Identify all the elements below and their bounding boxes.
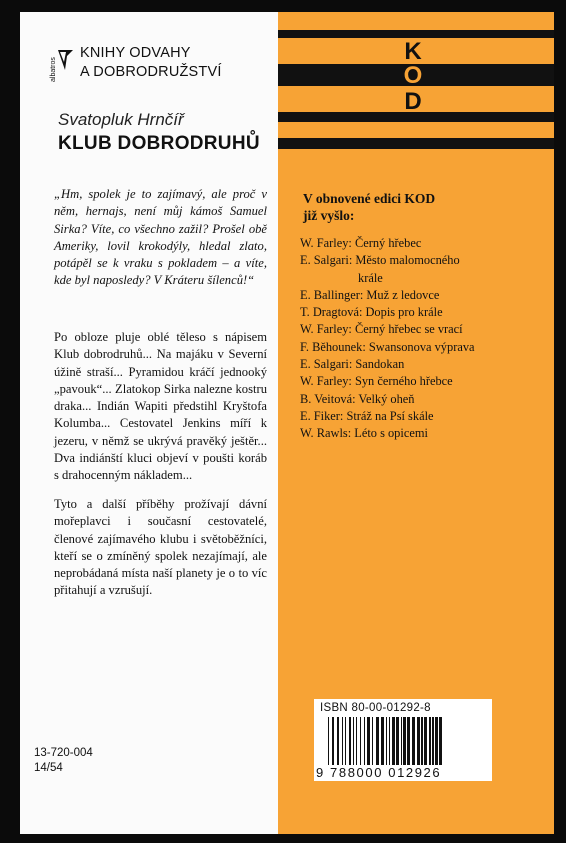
barcode-bar xyxy=(364,717,365,765)
barcode-bar xyxy=(432,717,434,765)
book-list-item: W. Rawls: Léto s opicemi xyxy=(300,426,428,441)
blurb-paragraph-3 xyxy=(54,496,267,600)
barcode-bar xyxy=(349,717,351,765)
catalog-code-2: 14/54 xyxy=(34,762,63,774)
barcode-bar xyxy=(386,717,387,765)
barcode xyxy=(314,699,492,781)
book-list-item: E. Fiker: Stráž na Psí skále xyxy=(300,408,434,423)
barcode-bar xyxy=(392,717,395,765)
catalog-codes xyxy=(34,746,93,776)
edition-heading-line-2: již vyšlo: xyxy=(303,208,355,223)
barcode-bar xyxy=(353,717,354,765)
author-name: Svatopluk Hrnčíř xyxy=(58,110,184,129)
white-panel xyxy=(20,12,278,834)
catalog-code-1: 13-720-004 xyxy=(34,747,93,759)
blurb-quote-text: „Hm, spolek je to zajímavý, ale proč v něm, hernajs, není můj kámoš Samuel Sirka? Víte, co všechno zažil? Prošel obě Ameriky, lovil krokodýly, hledal zlato, potápěl se k vraku s pokladem – a víte, kde byl naposledy? V Kráteru šílenců!“ xyxy=(54,187,267,288)
series-line-1: KNIHY ODVAHY xyxy=(80,45,191,61)
orange-panel xyxy=(278,12,554,834)
edition-book-list xyxy=(300,235,475,443)
barcode-bar xyxy=(401,717,402,765)
barcode-bar xyxy=(417,717,420,765)
book-back-cover xyxy=(20,12,554,834)
book-title: KLUB DOBRODRUHŮ xyxy=(58,133,260,154)
book-list-item: E. Salgari: Město malomocného xyxy=(300,253,460,268)
book-list-item: E. Salgari: Sandokan xyxy=(300,357,405,372)
barcode-bar xyxy=(337,717,339,765)
kod-letter-k: K xyxy=(404,38,422,65)
blurb-paragraph-2-text: Po obloze pluje oblé těleso s nápisem Klub dobrodruhů... Na majáku v Severní úžině straší... Pyramidou kráčí jednooký „pavouk“... Zlatokop Sirka nalezne kostru draka... Indián Wapiti předstihl Kryštofa Kolumba... Cestovatel Jenkins míří k jezeru, v němž se ukrývá pravěký ještěr... Dva indiánští kluci objeví v poušti koráb s drahocenným nákladem... xyxy=(54,330,267,483)
barcode-bar xyxy=(407,717,410,765)
barcode-bars xyxy=(326,717,486,765)
barcode-bar xyxy=(412,717,415,765)
stripe xyxy=(278,30,554,38)
blurb-paragraph-2 xyxy=(54,329,267,485)
barcode-bar xyxy=(372,717,373,765)
barcode-bar xyxy=(342,717,343,765)
kod-letter-o: O xyxy=(403,62,423,89)
barcode-bar xyxy=(328,717,329,765)
kod-letter-d: D xyxy=(404,88,422,115)
blurb-quote xyxy=(54,186,267,290)
barcode-bar xyxy=(435,717,438,765)
barcode-bar xyxy=(396,717,399,765)
barcode-bar xyxy=(345,717,346,765)
barcode-bar xyxy=(421,717,423,765)
book-list-item: E. Ballinger: Muž z ledovce xyxy=(300,287,440,302)
barcode-bar xyxy=(424,717,427,765)
barcode-bar xyxy=(439,717,442,765)
edition-heading-line-1: V obnovené edici KOD xyxy=(303,191,436,206)
barcode-bar xyxy=(429,717,431,765)
series-name xyxy=(80,44,222,82)
barcode-bar xyxy=(376,717,379,765)
series-line-2: A DOBRODRUŽSTVÍ xyxy=(80,64,222,80)
book-list-item-continuation: krále xyxy=(358,270,383,285)
barcode-bar xyxy=(367,717,370,765)
isbn-label: ISBN 80-00-01292-8 xyxy=(320,702,431,714)
blurb-paragraph-3-text: Tyto a další příběhy prožívají dávní mořeplavci i současní cestovatelé, členové zajímavého klubu i světoběžníci, kteří se o zmíněný spolek nezajímají, ale neprobádaná místa naší planety je o to víc přitahují a vzrušují. xyxy=(54,497,267,598)
book-list-item: W. Farley: Černý hřebec xyxy=(300,236,422,250)
stripe xyxy=(278,138,554,149)
barcode-bar xyxy=(356,717,357,765)
book-list-item: W. Farley: Černý hřebec se vrací xyxy=(300,322,463,337)
albatros-logo xyxy=(48,44,74,84)
edition-heading xyxy=(303,190,435,224)
book-list-item: W. Farley: Syn černého hřebce xyxy=(300,374,453,389)
book-list-item: B. Veitová: Velký oheň xyxy=(300,391,415,406)
book-list-item: F. Běhounek: Swansonova výprava xyxy=(300,339,475,354)
barcode-bar xyxy=(381,717,384,765)
barcode-bar xyxy=(389,717,390,765)
ean-digits: 9 788000 012926 xyxy=(316,765,442,780)
book-list-item: T. Dragtová: Dopis pro krále xyxy=(300,305,443,320)
barcode-bar xyxy=(360,717,361,765)
barcode-bar xyxy=(332,717,334,765)
svg-text:albatros: albatros xyxy=(50,57,57,82)
barcode-bar xyxy=(403,717,406,765)
